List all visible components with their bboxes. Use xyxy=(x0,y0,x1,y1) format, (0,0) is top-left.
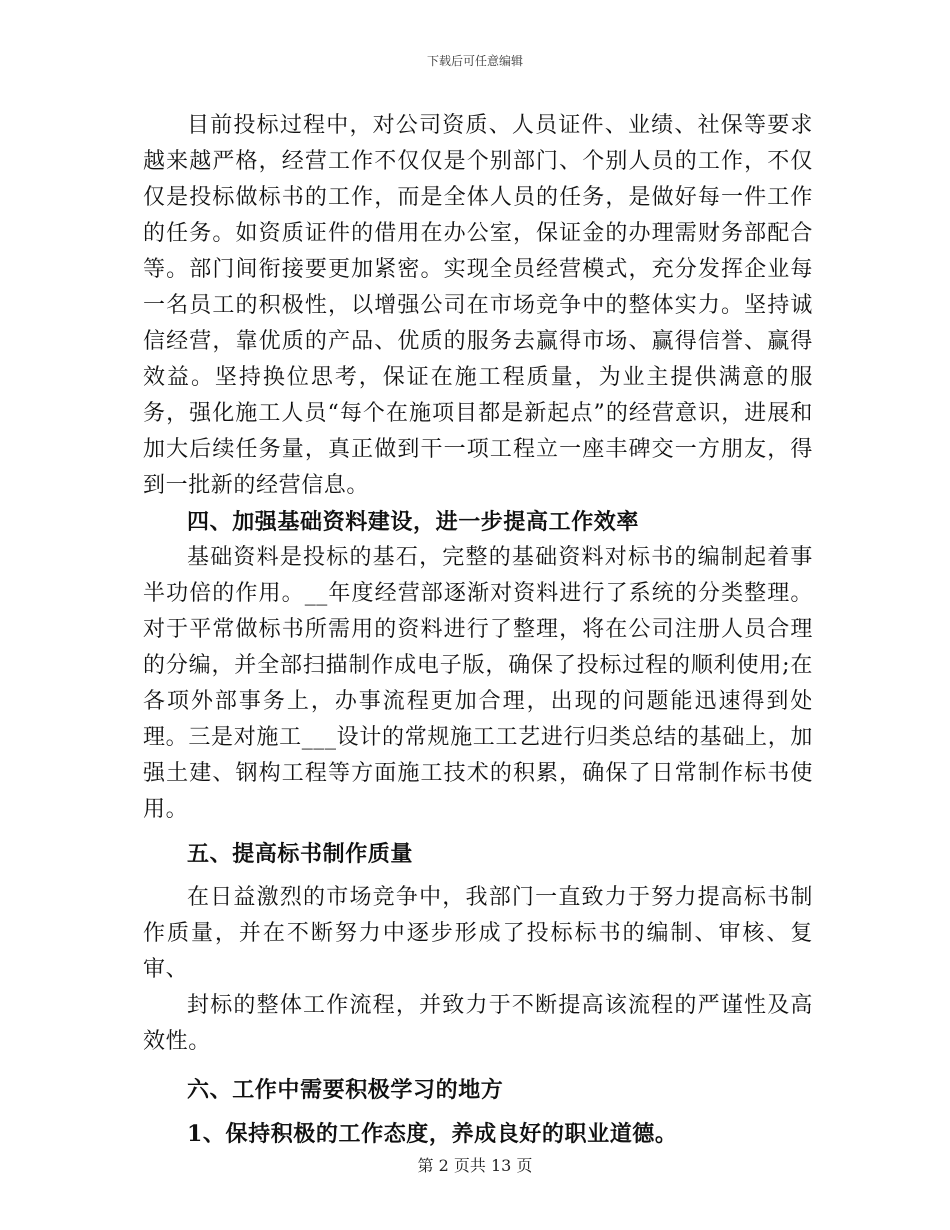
page-header: 下载后可任意编辑 xyxy=(426,54,523,68)
paragraph-basic-materials: 基础资料是投标的基石，完整的基础资料对标书的编制起着事半功倍的作用。__年度经营部逐渐对资料进行了系统的分类整理。对于平常做标书所需用的资料进行了整理，将在公司注册人员合理的分编，并全部扫描制作成电子版，确保了投标过程的顺利使用;在各项外部事务上，办事流程更加合理，出现的问题能迅速得到处理。三是对施工___设计的常规施工工艺进行归类总结的基础上，加强土建、钢构工程等方面施工技术的积累，确保了日常制作标书使用。 xyxy=(143,545,813,822)
document-body xyxy=(143,108,813,1152)
paragraph-bidding-process: 目前投标过程中，对公司资质、人员证件、业绩、社保等要求越来越严格，经营工作不仅仅是个别部门、个别人员的工作，不仅仅是投标做标书的工作，而是全体人员的任务，是做好每一件工作的任务。如资质证件的借用在办公室，保证金的办理需财务部配合等。部门间衔接要更加紧密。实现全员经营模式，充分发挥企业每一名员工的积极性，以增强公司在市场竞争中的整体实力。坚持诚信经营，靠优质的产品、优质的服务去赢得市场、赢得信誉、赢得效益。坚持换位思考，保证在施工程质量，为业主提供满意的服务，强化施工人员“每个在施项目都是新起点”的经营意识，进展和加大后续任务量，真正做到干一项工程立一座丰碑交一方朋友，得到一批新的经营信息。 xyxy=(143,113,813,498)
section-heading-6: 六、工作中需要积极学习的地方 xyxy=(187,1077,504,1103)
subheading-6-1: 1、保持积极的工作态度，养成良好的职业道德。 xyxy=(187,1121,678,1147)
section-heading-5: 五、提高标书制作质量 xyxy=(187,841,414,867)
paragraph-bid-workflow: 封标的整体工作流程，并致力于不断提高该流程的严谨性及高效性。 xyxy=(143,993,813,1054)
section-heading-4: 四、加强基础资料建设，进一步提高工作效率 xyxy=(187,509,640,535)
page-footer: 第 2 页共 13 页 xyxy=(417,1156,533,1175)
paragraph-bid-quality: 在日益激烈的市场竞争中，我部门一直致力于努力提高标书制作质量，并在不断努力中逐步形成了投标标书的编制、审核、复审、 xyxy=(143,885,813,982)
